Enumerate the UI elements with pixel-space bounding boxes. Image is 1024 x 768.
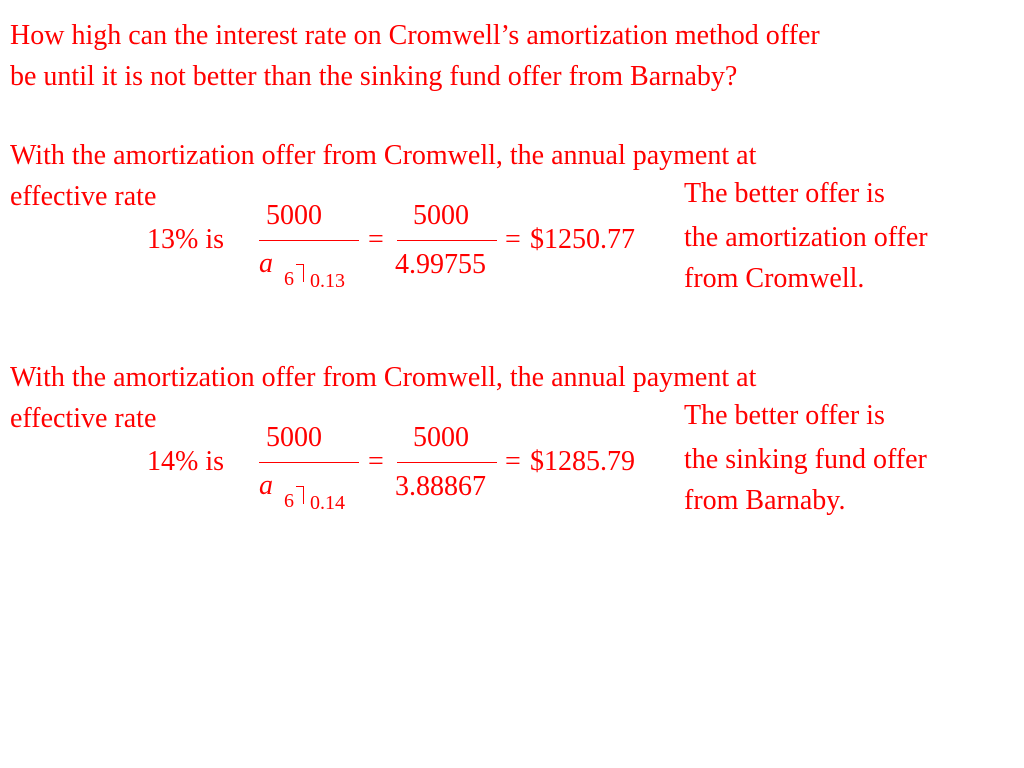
- case1-intro-line-2: effective rate: [10, 181, 157, 212]
- case1-result: $1250.77: [530, 224, 635, 255]
- case1-annuity-term: 6: [284, 268, 294, 290]
- case2-intro-line-2: effective rate: [10, 403, 157, 434]
- case2-fraction-bar-2: [397, 462, 497, 463]
- case2-numerator-2: 5000: [413, 422, 469, 453]
- case2-result: $1285.79: [530, 446, 635, 477]
- case1-conclusion-line-3: from Cromwell.: [684, 263, 865, 294]
- case2-angle-symbol: [296, 486, 304, 504]
- case1-equals-2: =: [505, 224, 521, 255]
- case1-conclusion-line-1: The better offer is: [684, 178, 885, 209]
- case2-rate-label: 14% is: [147, 446, 224, 477]
- case2-annuity-rate: 0.14: [310, 492, 345, 514]
- case1-fraction-bar-2: [397, 240, 497, 241]
- case1-angle-symbol: [296, 264, 304, 282]
- case1-rate-label: 13% is: [147, 224, 224, 255]
- case2-fraction-bar-1: [259, 462, 359, 463]
- case1-annuity-symbol: a: [259, 248, 273, 279]
- case1-intro-line-1: With the amortization offer from Cromwell, the annual payment at: [10, 140, 757, 171]
- question-line-1: How high can the interest rate on Cromwell’s amortization method offer: [10, 20, 820, 51]
- case2-equals-2: =: [505, 446, 521, 477]
- case1-numerator-2: 5000: [413, 200, 469, 231]
- case1-fraction-bar-1: [259, 240, 359, 241]
- case1-equals-1: =: [368, 224, 384, 255]
- case2-equals-1: =: [368, 446, 384, 477]
- case2-annuity-symbol: a: [259, 470, 273, 501]
- case2-numerator: 5000: [266, 422, 322, 453]
- case2-conclusion-line-1: The better offer is: [684, 400, 885, 431]
- case2-intro-line-1: With the amortization offer from Cromwell, the annual payment at: [10, 362, 757, 393]
- case1-annuity-rate: 0.13: [310, 270, 345, 292]
- case2-conclusion-line-2: the sinking fund offer: [684, 444, 927, 475]
- case1-denominator-2: 4.99755: [395, 249, 486, 280]
- case1-conclusion-line-2: the amortization offer: [684, 222, 928, 253]
- case2-conclusion-line-3: from Barnaby.: [684, 485, 846, 516]
- case2-denominator-2: 3.88867: [395, 471, 486, 502]
- question-line-2: be until it is not better than the sinking fund offer from Barnaby?: [10, 61, 738, 92]
- case1-numerator: 5000: [266, 200, 322, 231]
- case2-annuity-term: 6: [284, 490, 294, 512]
